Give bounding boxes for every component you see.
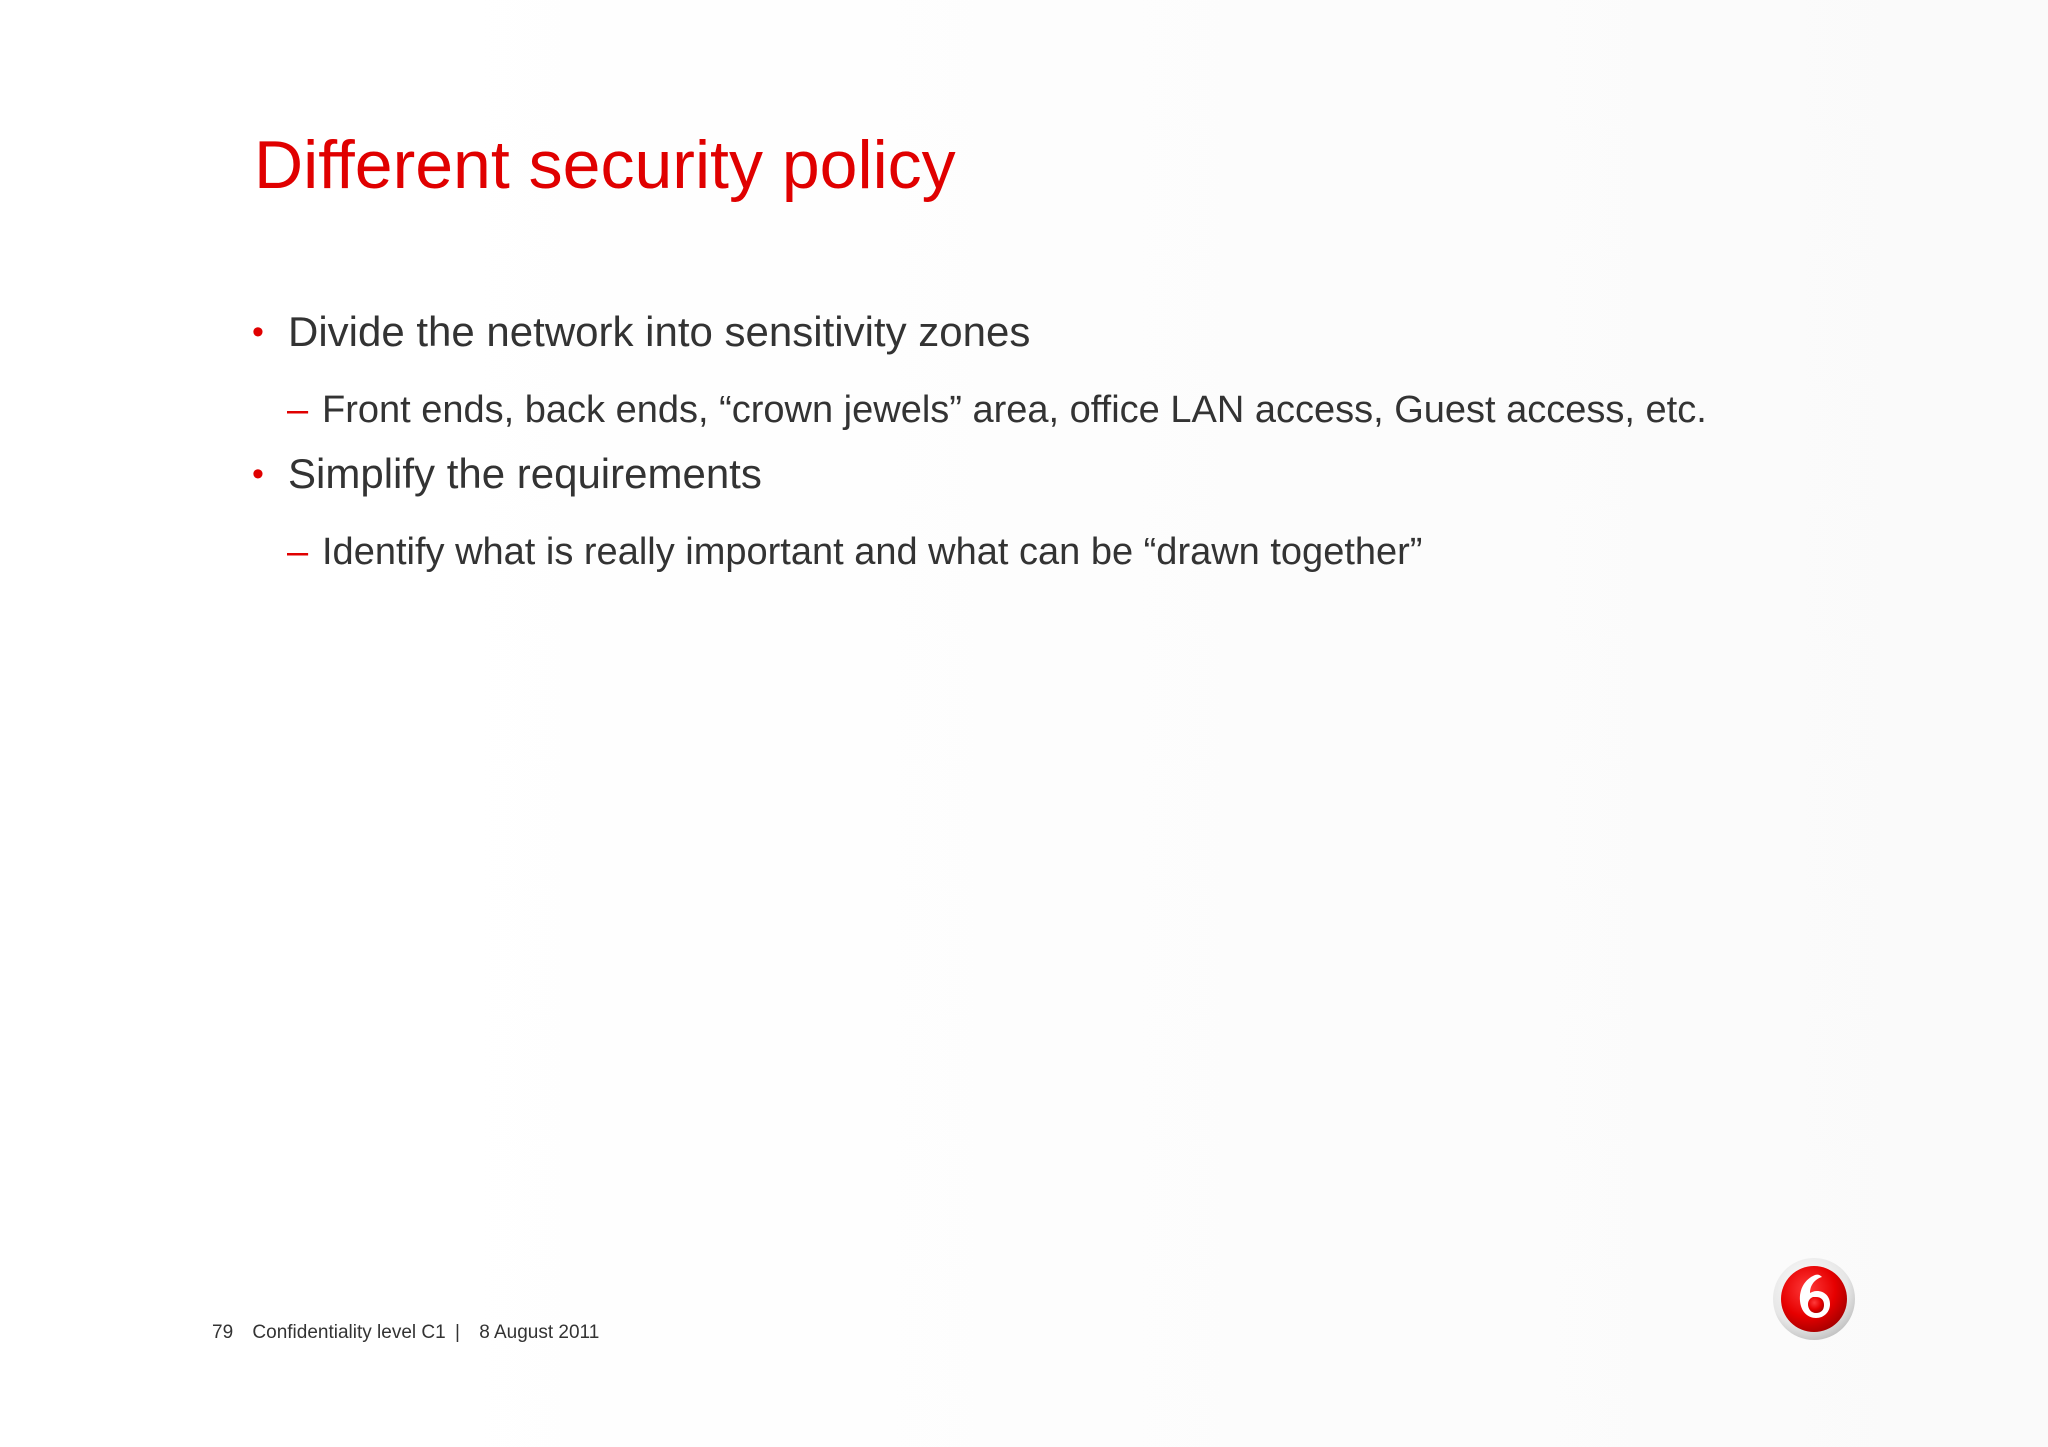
bullet-item	[252, 444, 1952, 504]
sub-bullet-text: Front ends, back ends, “crown jewels” area, office LAN access, Guest access, etc.	[322, 389, 1707, 431]
slide-title: Different security policy	[254, 127, 956, 203]
slide-footer	[212, 1322, 613, 1344]
bullet-marker: •	[252, 313, 264, 351]
bullet-text: Divide the network into sensitivity zones	[288, 308, 1031, 355]
sub-bullet-item	[252, 524, 1952, 580]
sub-bullet-marker: –	[287, 389, 309, 431]
sub-bullet-marker: –	[287, 531, 309, 573]
confidentiality-level: Confidentiality level C1	[252, 1322, 446, 1343]
bullet-text: Simplify the requirements	[288, 450, 762, 497]
footer-date: 8 August 2011	[479, 1322, 600, 1343]
footer-separator: |	[454, 1322, 460, 1343]
sub-bullet-item	[252, 382, 1952, 438]
slide-background	[398, 0, 2048, 1447]
sub-bullet-text: Identify what is really important and what can be “drawn together”	[322, 531, 1423, 573]
page-number: 79	[212, 1322, 234, 1343]
slide-content	[252, 302, 1952, 580]
bullet-marker: •	[252, 455, 264, 493]
vodafone-logo-icon	[1772, 1257, 1856, 1341]
bullet-item	[252, 302, 1952, 362]
